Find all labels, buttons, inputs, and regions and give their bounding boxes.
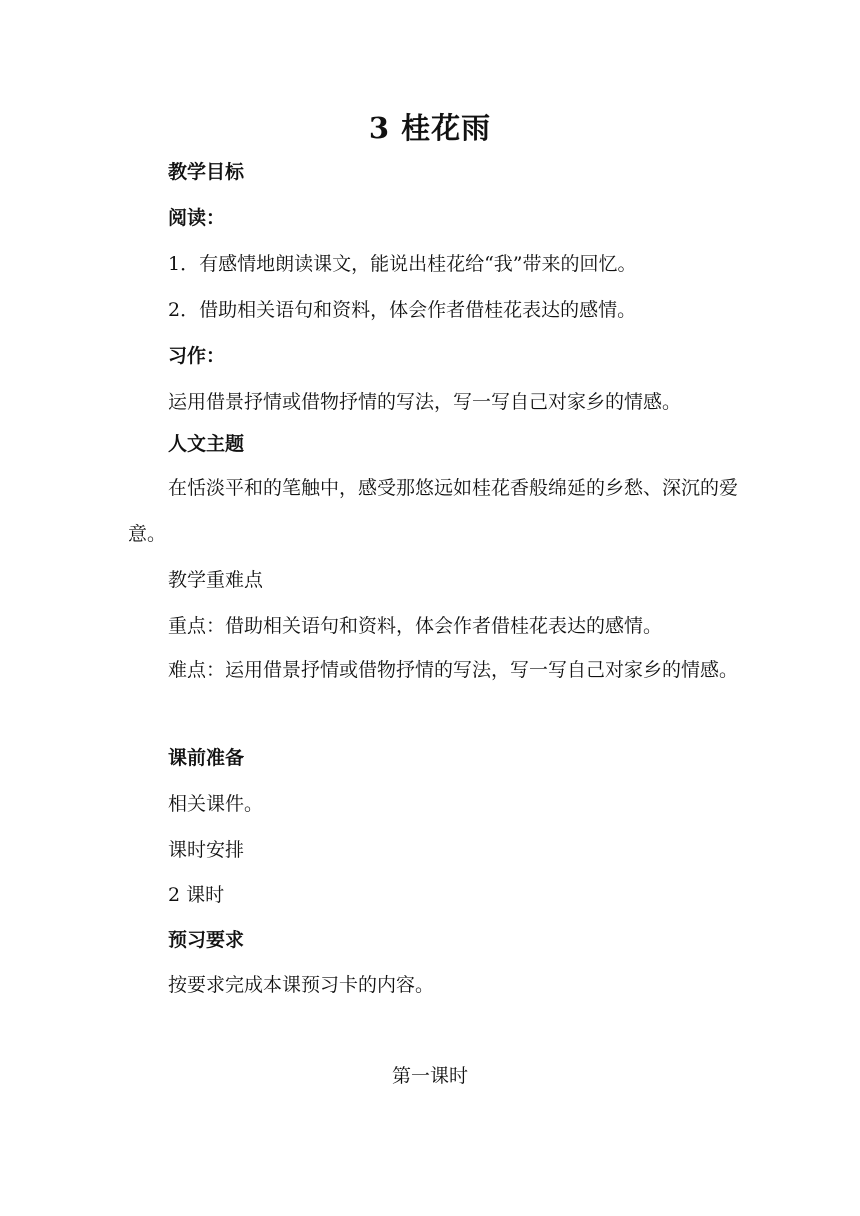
theme-heading: 人文主题: [168, 433, 245, 455]
preview-heading: 预习要求: [168, 929, 245, 951]
difficult-point: 难点：运用借景抒情或借物抒情的写法，写一写自己对家乡的情感。: [168, 659, 739, 681]
key-points-heading: 教学重难点: [168, 569, 264, 591]
reading-item-2: 2．借助相关语句和资料，体会作者借桂花表达的感情。: [168, 299, 637, 321]
goals-heading: 教学目标: [168, 161, 245, 183]
lesson-title: 3 桂花雨: [368, 111, 492, 145]
writing-heading: 习作：: [168, 345, 226, 367]
prep-text: 相关课件。: [168, 793, 264, 815]
prep-heading: 课前准备: [168, 747, 245, 769]
writing-text: 运用借景抒情或借物抒情的写法，写一写自己对家乡的情感。: [168, 391, 682, 413]
reading-heading: 阅读：: [168, 207, 226, 229]
reading-item-1: 1．有感情地朗读课文，能说出桂花给“我”带来的回忆。: [168, 253, 637, 275]
first-lesson-label: 第一课时: [391, 1065, 468, 1087]
key-point: 重点：借助相关语句和资料，体会作者借桂花表达的感情。: [168, 615, 663, 637]
schedule-text: 2 课时: [168, 884, 225, 906]
schedule-heading: 课时安排: [168, 839, 245, 861]
preview-text: 按要求完成本课预习卡的内容。: [168, 974, 435, 996]
theme-text: 在恬淡平和的笔触中，感受那悠远如桂花香般绵延的乡愁、深沉的爱意。: [128, 477, 739, 545]
